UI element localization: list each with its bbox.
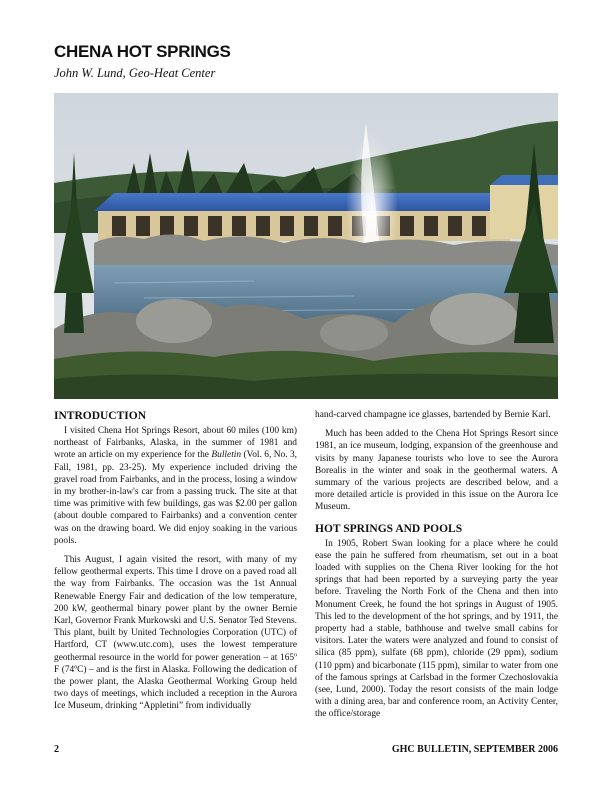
- article-title: CHENA HOT SPRINGS: [54, 42, 231, 61]
- page-number: 2: [54, 744, 59, 755]
- column-left: [54, 409, 297, 720]
- section-heading-introduction: INTRODUCTION: [54, 410, 147, 422]
- intro-paragraph-1: I visited Chena Hot Springs Resort, about 60 miles (100 km) northeast of Fairbanks, Alaska, in the summer of 1981 and wrote an article on my experience for the Bulletin (Vol. 6, No. 3, Fall, 1981, pp. 23-25). My experience included driving the gravel road from Fairbanks, and in the process, losing a window in my brother-in-law's car from a passing truck. The site at that time was primitive with few buildings, gas was $2.00 per gallon (about double compared to Fairbanks) and a convention center was on the drawing board. We did enjoy soaking in the various pools.: [54, 426, 297, 546]
- resort-photo-icon: [54, 93, 558, 399]
- intro-paragraph-3: Much has been added to the Chena Hot Springs Resort since 1981, an ice museum, lodging, expansion of the greenhouse and visits by many Japanese tourists who love to see the Aurora Borealis in the winter and soak in the geothermal waters. A summary of the various projects are described below, and a more detailed article is provided in this issue on the Aurora Ice Museum.: [315, 429, 558, 513]
- intro-paragraph-2-continued: hand-carved champagne ice glasses, bartended by Bernie Karl.: [315, 410, 551, 420]
- author-line: John W. Lund, Geo-Heat Center: [54, 66, 216, 80]
- resort-photo: [54, 93, 558, 399]
- journal-footer: GHC BULLETIN, SEPTEMBER 2006: [391, 744, 558, 755]
- hot-springs-paragraph-1: In 1905, Robert Swan looking for a place where he could ease the pain he suffered from rheumatism, set out in a boat loaded with supplies on the Chena River looking for the hot springs that had been reported by a surveying party the year before. Traveling the North Fork of the Chena and then into Monument Creek, he found the hot springs in August of 1905. This led to the development of the hot springs, and by 1911, the property had a stable, bathhouse and twelve small cabins for visitors. Later the waters were analyzed and found to consist of silica (85 ppm), sulfate (68 ppm), chloride (29 ppm), sodium (110 ppm) and bicarbonate (115 ppm), similar to water from one of the famous springs at Carlsbad in the former Czechoslovakia (see, Lund, 2000). Today the resort consists of the main lodge with a dining area, bar and conference room, an Activity Center, the office/storage: [315, 538, 558, 720]
- intro-paragraph-2: This August, I again visited the resort, with many of my fellow geothermal experts. This time I drove on a paved road all the way from Fairbanks. The occasion was the 1st Annual Renewable Energy Fair and dedication of the low temperature, 200 kW, geothermal binary power plant by the owner Bernie Karl, Governor Frank Murkowski and U.S. Senator Ted Stevens. This plant, built by United Technologies Corporation (UTC) of Hartford, CT (www.utc.com), uses the lowest temperature geothermal resource in the world for power generation – at 165º F (74ºC) – and is the first in Alaska. Following the dedication of the power plant, the Alaska Geothermal Working Group held two days of meetings, which included a reception in the Aurora Ice Museum, drinking “Appletini” from individually: [54, 555, 297, 712]
- column-right: [315, 409, 558, 728]
- section-heading-hot-springs: HOT SPRINGS AND POOLS: [315, 522, 463, 535]
